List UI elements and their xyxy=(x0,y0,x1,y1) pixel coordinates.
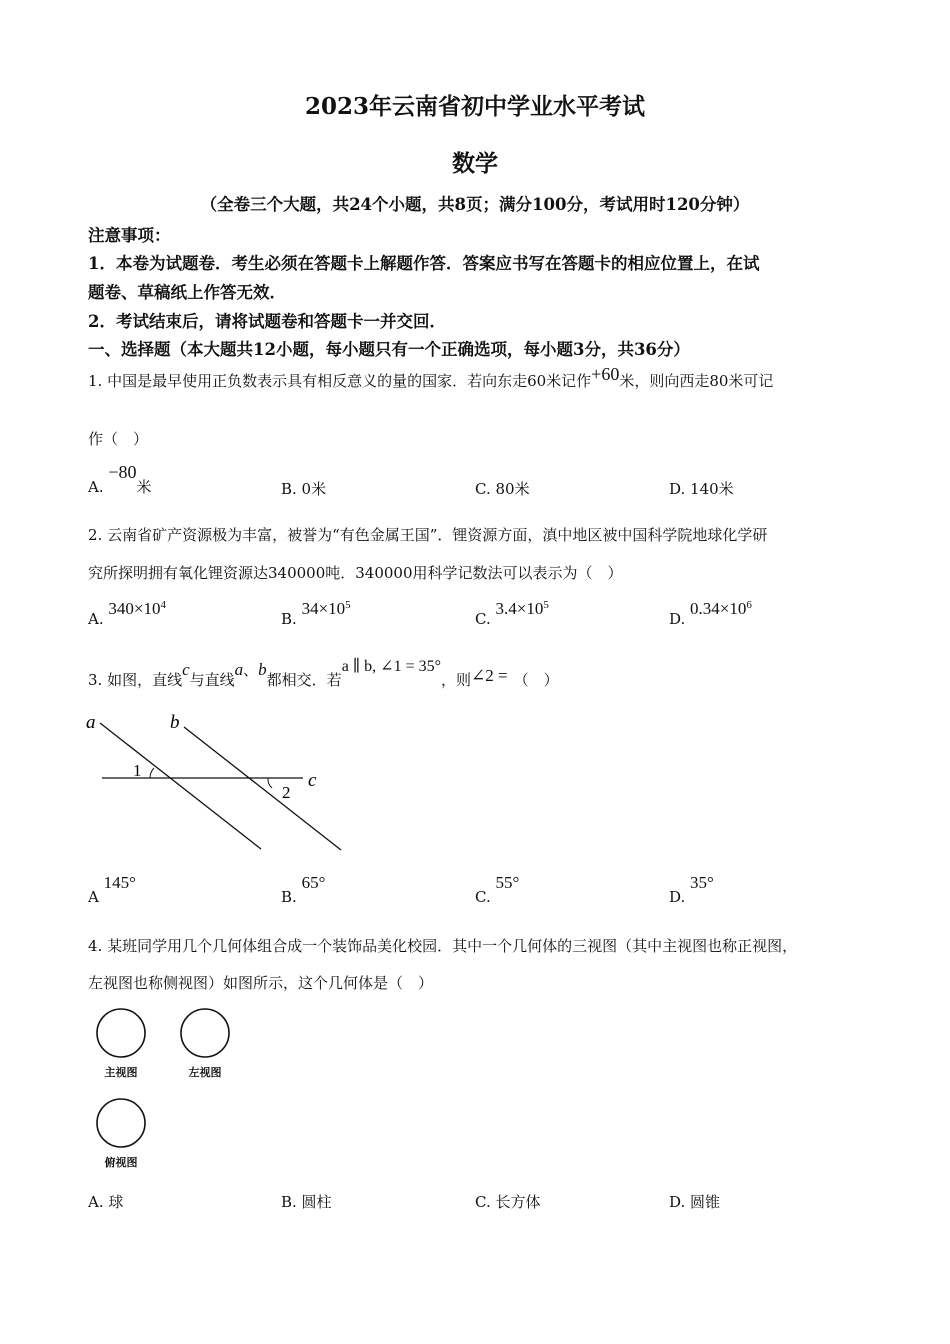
line-a xyxy=(100,723,261,849)
q3-text-d: ，则 xyxy=(441,671,472,689)
q3-option-d xyxy=(669,873,714,907)
q1-math: +60 xyxy=(591,364,620,384)
line-b xyxy=(184,727,341,850)
q3-var-a: a xyxy=(234,660,244,679)
option-label: A. xyxy=(88,610,104,628)
option-value: 55° xyxy=(495,873,520,892)
angle-1-arc xyxy=(150,768,154,778)
q3-ask: ∠2 = xyxy=(471,666,508,685)
label-1: 1 xyxy=(133,761,142,780)
option-math: 0.34×10 xyxy=(690,599,747,618)
note-1-line-2: 题卷、草稿纸上作答无效． xyxy=(88,283,286,302)
angle-2-arc xyxy=(268,778,272,788)
q3-option-b xyxy=(281,873,326,907)
label-c: c xyxy=(308,770,317,791)
q4-option-d: D. 圆锥 xyxy=(669,1193,721,1211)
front-view-label: 主视图 xyxy=(104,1066,138,1079)
option-math: 3.4×10 xyxy=(495,599,544,618)
q3-text-b: 与直线 xyxy=(189,671,235,689)
q3-var-b: b xyxy=(258,660,267,679)
q4-line-1: 4. 某班同学用几个几何体组合成一个装饰品美化校园．其中一个几何体的三视图（其中主视图也称正视图， xyxy=(88,937,798,955)
option-exponent: 6 xyxy=(746,599,752,611)
section-1-heading: 一、选择题（本大题共12小题，每小题只有一个正确选项，每小题3分，共36分） xyxy=(88,340,690,359)
option-value: 145° xyxy=(103,873,136,892)
label-2: 2 xyxy=(282,783,291,802)
option-math: −80 xyxy=(108,462,137,482)
label-a: a xyxy=(86,712,96,733)
option-label: C. xyxy=(475,610,491,628)
q3-text-c: 都相交．若 xyxy=(266,671,342,689)
q4-option-a: A. 球 xyxy=(88,1193,124,1211)
q3-text-a: 3. 如图，直线 xyxy=(88,671,183,689)
notes-heading: 注意事项： xyxy=(88,226,171,245)
top-view-label: 俯视图 xyxy=(104,1156,138,1169)
option-label: A. xyxy=(88,478,104,496)
q1-option-c: C. 80米 xyxy=(475,480,530,498)
front-view-circle xyxy=(97,1009,145,1057)
left-view-label: 左视图 xyxy=(188,1066,222,1079)
option-label: D. xyxy=(669,888,686,906)
option-label: B. xyxy=(281,610,297,628)
note-2: 2．考试结束后，请将试题卷和答题卡一并交回． xyxy=(88,312,446,331)
q2-line-1: 2. 云南省矿产资源极为丰富，被誉为“有色金属王国”．锂资源方面，滇中地区被中国科学院地球化学研 xyxy=(88,526,768,544)
option-label: B. xyxy=(281,888,297,906)
q1-text-b: 米，则向西走80米可记 xyxy=(619,372,774,390)
note-1-line-1: 1．本卷为试题卷．考生必须在答题卡上解题作答．答案应书写在答题卡的相应位置上，在试 xyxy=(88,254,760,273)
q3-option-c xyxy=(475,873,520,907)
exam-scope: （全卷三个大题，共24个小题，共8页；满分100分，考试用时120分钟） xyxy=(200,195,750,214)
q2-line-2: 究所探明拥有氧化锂资源达340000吨．340000用科学记数法可以表示为（ ） xyxy=(88,564,623,582)
option-unit: 米 xyxy=(136,478,152,496)
option-value: 35° xyxy=(690,873,714,892)
option-label: D. xyxy=(669,610,686,628)
option-exponent: 5 xyxy=(345,599,351,611)
q1-option-b: B. 0米 xyxy=(281,480,327,498)
q1-text-c: 作（ ） xyxy=(88,430,149,448)
option-math: 34×10 xyxy=(301,599,346,618)
q4-option-b: B. 圆柱 xyxy=(281,1193,332,1211)
q3-var-c: c xyxy=(182,660,190,679)
option-label: A xyxy=(88,888,99,906)
exam-title: 2023年云南省初中学业水平考试 xyxy=(304,93,645,120)
option-value: 65° xyxy=(301,873,326,892)
option-label: C. xyxy=(475,888,491,906)
option-exponent: 4 xyxy=(160,599,166,611)
q3-sep: 、 xyxy=(243,661,259,679)
q4-option-c: C. 长方体 xyxy=(475,1193,541,1211)
q3-option-a xyxy=(88,873,136,907)
q1-option-d: D. 140米 xyxy=(669,480,734,498)
option-exponent: 5 xyxy=(543,599,549,611)
subject-title: 数学 xyxy=(452,150,498,177)
q1-text-a: 1. 中国是最早使用正负数表示具有相反意义的量的国家．若向东走60米记作 xyxy=(88,372,592,390)
q3-paren: （ ） xyxy=(513,671,559,689)
q3-condition: a ∥ b, ∠1 = 35° xyxy=(341,658,442,675)
left-view-circle xyxy=(181,1009,229,1057)
top-view-circle xyxy=(97,1099,145,1147)
option-math: 340×10 xyxy=(108,599,161,618)
q4-line-2: 左视图也称侧视图）如图所示，这个几何体是（ ） xyxy=(88,974,434,992)
label-b: b xyxy=(170,712,180,733)
